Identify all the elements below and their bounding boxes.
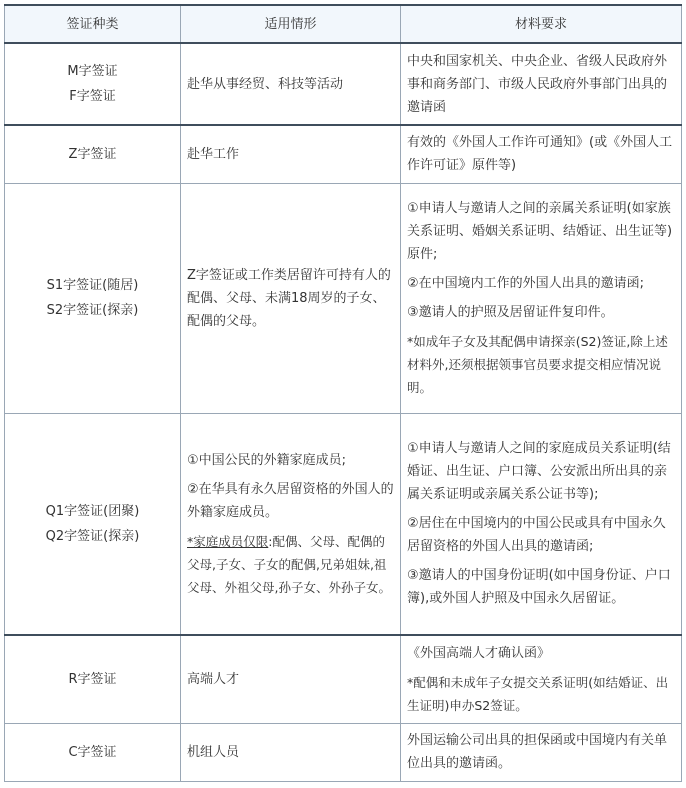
- table-row: [5, 183, 682, 413]
- material-note: *配偶和未成年子女提交关系证明(如结婚证、出生证明)申办S2签证。: [407, 674, 669, 713]
- material-item: 《外国高端人才确认函》: [407, 645, 551, 661]
- visa-type-label: C字签证: [68, 744, 117, 760]
- family-member-note: [187, 530, 394, 599]
- applicable-case-cell: 赴华从事经贸、科技等活动: [181, 43, 401, 125]
- family-member-note-text: :配偶、父母、配偶的父母,子女、子女的配偶,兄弟姐妹,祖父母、外祖父母,孙子女、外孙子女。: [187, 533, 391, 595]
- visa-type-cell: [5, 723, 181, 781]
- material-item: 有效的《外国人工作许可通知》(或《外国人工作许可证》原件等): [407, 135, 673, 174]
- table-row: [5, 43, 682, 125]
- material-item: ②在中国境内工作的外国人出具的邀请函;: [407, 276, 645, 291]
- materials-cell: [401, 635, 682, 723]
- visa-type-label: M字签证: [67, 64, 118, 79]
- visa-type-label: Q2字签证(探亲): [45, 528, 140, 544]
- material-item: ③邀请人的中国身份证明(如中国身份证、户口簿),或外国人护照及中国永久居留证。: [407, 568, 671, 607]
- material-item: ①申请人与邀请人之间的家庭成员关系证明(结婚证、出生证、户口簿、公安派出所出具的亲属关系证明或亲属关系公证书等);: [407, 441, 671, 503]
- material-item: ①申请人与邀请人之间的亲属关系证明(如家族关系证明、婚姻关系证明、结婚证、出生证等)原件;: [407, 201, 673, 262]
- visa-type-label: Q1字签证(团聚): [45, 503, 140, 519]
- table-header-row: [5, 5, 682, 43]
- material-item: 外国运输公司出具的担保函或中国境内有关单位出具的邀请函。: [407, 733, 668, 771]
- material-item: 中央和国家机关、中央企业、省级人民政府外事和商务部门、市级人民政府外事部门出具的邀请函: [407, 53, 668, 115]
- visa-type-cell: [5, 183, 181, 413]
- visa-type-cell: [5, 125, 181, 183]
- material-item: ③邀请人的护照及居留证件复印件。: [407, 305, 614, 320]
- header-applicable-case: 适用情形: [181, 5, 401, 43]
- family-member-note-label: *家庭成员仅限: [187, 533, 269, 549]
- applicable-case-cell: Z字签证或工作类居留许可持有人的配偶、父母、未满18周岁的子女、配偶的父母。: [181, 183, 401, 413]
- header-materials: 材料要求: [401, 5, 682, 43]
- table-row: [5, 413, 682, 635]
- materials-cell: [401, 723, 682, 781]
- table-row: [5, 125, 682, 183]
- visa-type-label: S2字签证(探亲): [46, 303, 139, 318]
- case-item: ①中国公民的外籍家庭成员;: [187, 452, 347, 468]
- applicable-case-cell: 高端人才: [181, 635, 401, 723]
- table-row: [5, 635, 682, 723]
- visa-type-cell: [5, 43, 181, 125]
- visa-type-label: S1字签证(随居): [46, 278, 139, 293]
- case-item: ②在华具有永久居留资格的外国人的外籍家庭成员。: [187, 481, 394, 520]
- visa-type-cell: [5, 413, 181, 635]
- visa-type-label: Z字签证: [68, 146, 117, 162]
- visa-type-cell: [5, 635, 181, 723]
- applicable-case-cell: 机组人员: [181, 723, 401, 781]
- materials-cell: [401, 125, 682, 183]
- visa-requirements-table: [4, 4, 682, 782]
- applicable-case-cell: 赴华工作: [181, 125, 401, 183]
- header-visa-type: 签证种类: [5, 5, 181, 43]
- material-note: *如成年子女及其配偶申请探亲(S2)签证,除上述材料外,还须根据领事官员要求提交相应情况说明。: [407, 334, 668, 395]
- visa-type-label: F字签证: [69, 89, 116, 104]
- visa-type-label: R字签证: [68, 671, 117, 687]
- applicable-case-cell: [181, 413, 401, 635]
- table-row: [5, 723, 682, 781]
- materials-cell: [401, 183, 682, 413]
- materials-cell: [401, 43, 682, 125]
- material-item: ②居住在中国境内的中国公民或具有中国永久居留资格的外国人出具的邀请函;: [407, 516, 666, 555]
- materials-cell: [401, 413, 682, 635]
